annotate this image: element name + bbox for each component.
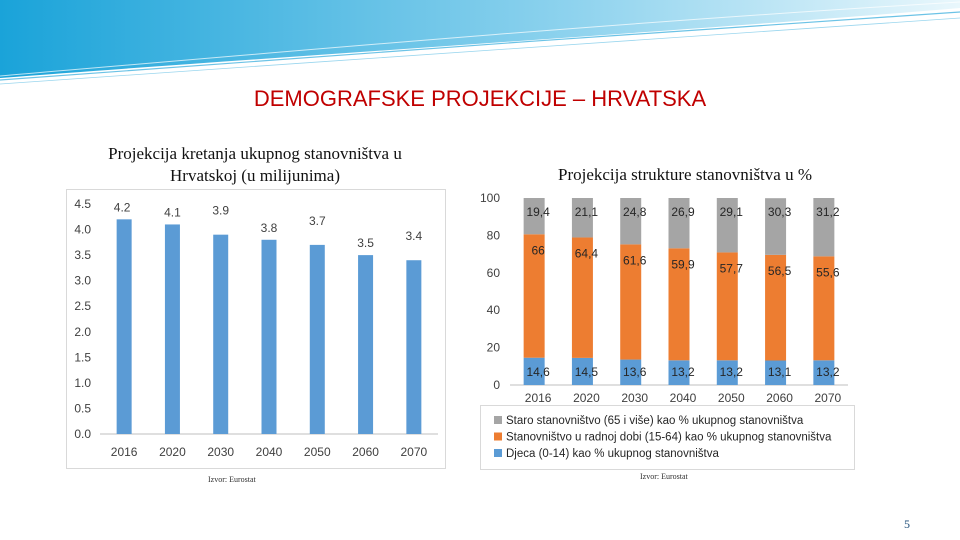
- chart2-data-label: 64,4: [574, 246, 599, 261]
- chart2-data-label: 26,9: [671, 205, 695, 219]
- chart1-ytick: 4.0: [74, 222, 91, 237]
- chart1-bar: [213, 235, 228, 434]
- chart2-xtick: 2070: [814, 391, 842, 405]
- chart1-bar: [262, 240, 277, 434]
- chart2-ytick: 0: [493, 378, 500, 392]
- chart2-data-label: 19,4: [526, 205, 550, 219]
- chart2-data-label: 24,8: [623, 205, 647, 219]
- chart-left-subtitle: [70, 143, 440, 187]
- chart2-legend-label: Stanovništvo u radnoj dobi (15-64) kao % ukupnog stanovništva: [506, 431, 832, 444]
- chart1-data-label: 3.5: [357, 236, 374, 251]
- population-bar-chart: [66, 189, 446, 469]
- chart1-ytick: 0.0: [74, 427, 91, 441]
- chart1-ytick: 0.5: [74, 401, 91, 416]
- chart1-xtick: 2030: [207, 445, 235, 459]
- chart1-data-label: 3.4: [405, 229, 423, 244]
- chart2-data-label: 66: [531, 243, 545, 258]
- chart2-xtick: 2050: [717, 391, 745, 405]
- chart1-xtick: 2040: [255, 445, 283, 459]
- chart-right-subtitle: Projekcija strukture stanovništva u %: [557, 165, 812, 184]
- chart2-data-label: 56,5: [767, 263, 792, 278]
- subtitle-left-line1: Projekcija kretanja ukupnog stanovništva u: [108, 144, 402, 163]
- chart2-data-label: 14,6: [526, 365, 550, 379]
- chart2-data-label: 59,9: [671, 257, 695, 272]
- chart1-data-label: 3.7: [308, 213, 326, 228]
- chart2-xtick: 2030: [621, 391, 649, 405]
- chart2-legend-swatch: [494, 416, 502, 424]
- chart1-ytick: 1.0: [74, 375, 91, 390]
- subtitle-left-line2: Hrvatskoj (u milijunima): [170, 166, 340, 185]
- chart1-xtick: 2070: [400, 445, 428, 459]
- chart2-ytick: 20: [486, 340, 500, 355]
- chart2-xtick: 2020: [573, 391, 600, 405]
- chart2-data-label: 55,6: [816, 265, 840, 280]
- chart2-legend-swatch: [494, 433, 502, 441]
- chart1-data-label: 4.2: [113, 200, 131, 215]
- chart2-ytick: 80: [486, 228, 500, 243]
- source-right: Izvor: Eurostat: [640, 472, 688, 481]
- chart2-data-label: 29,1: [719, 205, 743, 219]
- page-number: 5: [904, 517, 910, 531]
- chart1-xtick: 2016: [110, 445, 138, 459]
- chart2-data-label: 13,2: [816, 365, 840, 379]
- chart1-bar: [117, 219, 132, 434]
- chart1-ytick: 3.0: [74, 273, 91, 288]
- chart2-xtick: 2040: [669, 391, 697, 405]
- population-structure-chart: [470, 190, 855, 470]
- chart1-xtick: 2050: [303, 445, 331, 459]
- chart1-data-label: 3.8: [260, 220, 278, 235]
- page-title: DEMOGRAFSKE PROJEKCIJE – HRVATSKA: [253, 86, 707, 111]
- chart2-data-label: 13,2: [671, 365, 695, 379]
- chart1-ytick: 2.5: [74, 299, 91, 314]
- chart1-ytick: 1.5: [74, 350, 91, 365]
- chart2-data-label: 57,7: [719, 261, 743, 276]
- chart1-ytick: 2.0: [74, 324, 91, 339]
- chart2-data-label: 61,6: [623, 253, 647, 268]
- chart2-ytick: 40: [486, 303, 500, 318]
- chart2-data-label: 31,2: [816, 205, 840, 219]
- chart2-data-label: 30,3: [767, 205, 792, 220]
- chart2-legend-swatch: [494, 449, 502, 457]
- chart2-data-label: 13,2: [719, 365, 743, 379]
- chart2-data-label: 21,1: [574, 205, 599, 219]
- chart1-xtick: 2060: [352, 445, 379, 459]
- header-decoration: [0, 0, 960, 90]
- chart2-data-label: 14,5: [574, 365, 599, 379]
- chart1-bar: [165, 224, 180, 434]
- chart2-xtick: 2016: [524, 391, 552, 405]
- chart1-data-label: 3.9: [212, 203, 230, 218]
- chart2-xtick: 2060: [766, 391, 793, 405]
- chart2-ytick: 100: [479, 191, 500, 205]
- chart1-ytick: 3.5: [74, 248, 91, 263]
- chart1-data-label: 4.1: [164, 205, 181, 220]
- chart1-ytick: 4.5: [74, 197, 91, 211]
- chart1-xtick: 2020: [159, 445, 186, 459]
- chart1-bar: [358, 255, 373, 434]
- chart2-legend-label: Staro stanovništvo (65 i više) kao % ukupnog stanovništva: [506, 415, 804, 427]
- source-left: Izvor: Eurostat: [208, 475, 256, 484]
- chart2-ytick: 60: [486, 265, 500, 280]
- chart1-bar: [406, 260, 421, 434]
- chart2-data-label: 13,1: [767, 365, 792, 379]
- chart1-bar: [310, 245, 325, 434]
- chart2-data-label: 13,6: [623, 365, 647, 379]
- chart2-legend-label: Djeca (0-14) kao % ukupnog stanovništva: [506, 448, 719, 460]
